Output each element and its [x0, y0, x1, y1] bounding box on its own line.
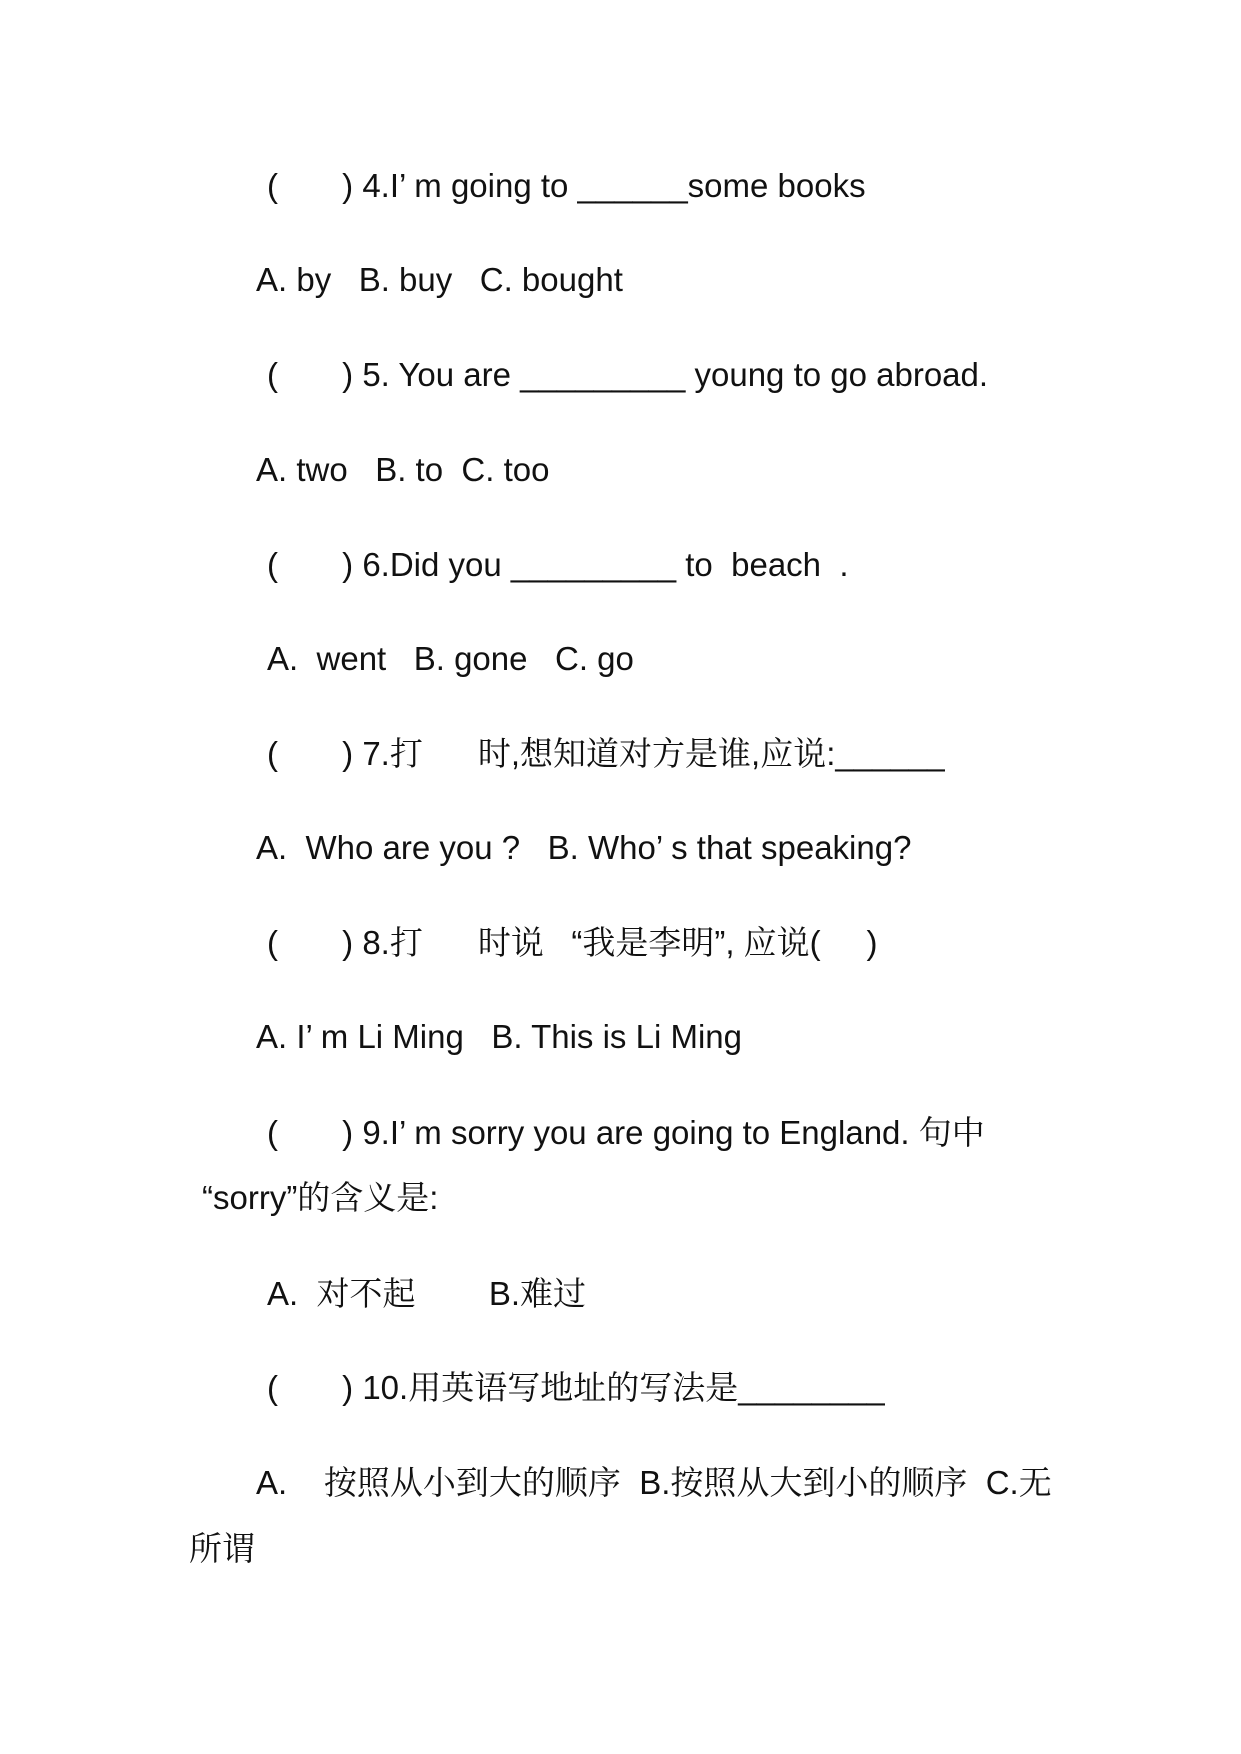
question-9-stem-continued: “sorry”的含义是:: [202, 1179, 439, 1216]
question-8-options: A. I’ m Li Ming B. This is Li Ming: [256, 1018, 742, 1055]
question-8-stem: ( ) 8.打 时说 “我是李明”, 应说( ): [267, 924, 878, 961]
question-5-stem: ( ) 5. You are _________ young to go abroad.: [267, 356, 989, 393]
question-10-options-continued: 所谓: [189, 1530, 255, 1567]
question-10-stem: ( ) 10.用英语写地址的写法是________: [267, 1369, 886, 1406]
question-10-options: A. 按照从小到大的顺序 B.按照从大到小的顺序 C.无: [256, 1464, 1052, 1501]
question-4-stem: ( ) 4.I’ m going to ______some books: [267, 167, 866, 204]
question-6-options: A. went B. gone C. go: [267, 640, 634, 677]
question-9-options: A. 对不起 B.难过: [267, 1275, 587, 1312]
question-6-stem: ( ) 6.Did you _________ to beach .: [267, 546, 849, 583]
question-7-options: A. Who are you ? B. Who’ s that speaking?: [256, 829, 912, 866]
question-9-stem: ( ) 9.I’ m sorry you are going to England. 句中: [267, 1114, 985, 1151]
question-4-options: A. by B. buy C. bought: [256, 261, 623, 298]
question-5-options: A. two B. to C. too: [256, 451, 550, 488]
question-7-stem: ( ) 7.打 时,想知道对方是谁,应说:______: [267, 735, 946, 772]
